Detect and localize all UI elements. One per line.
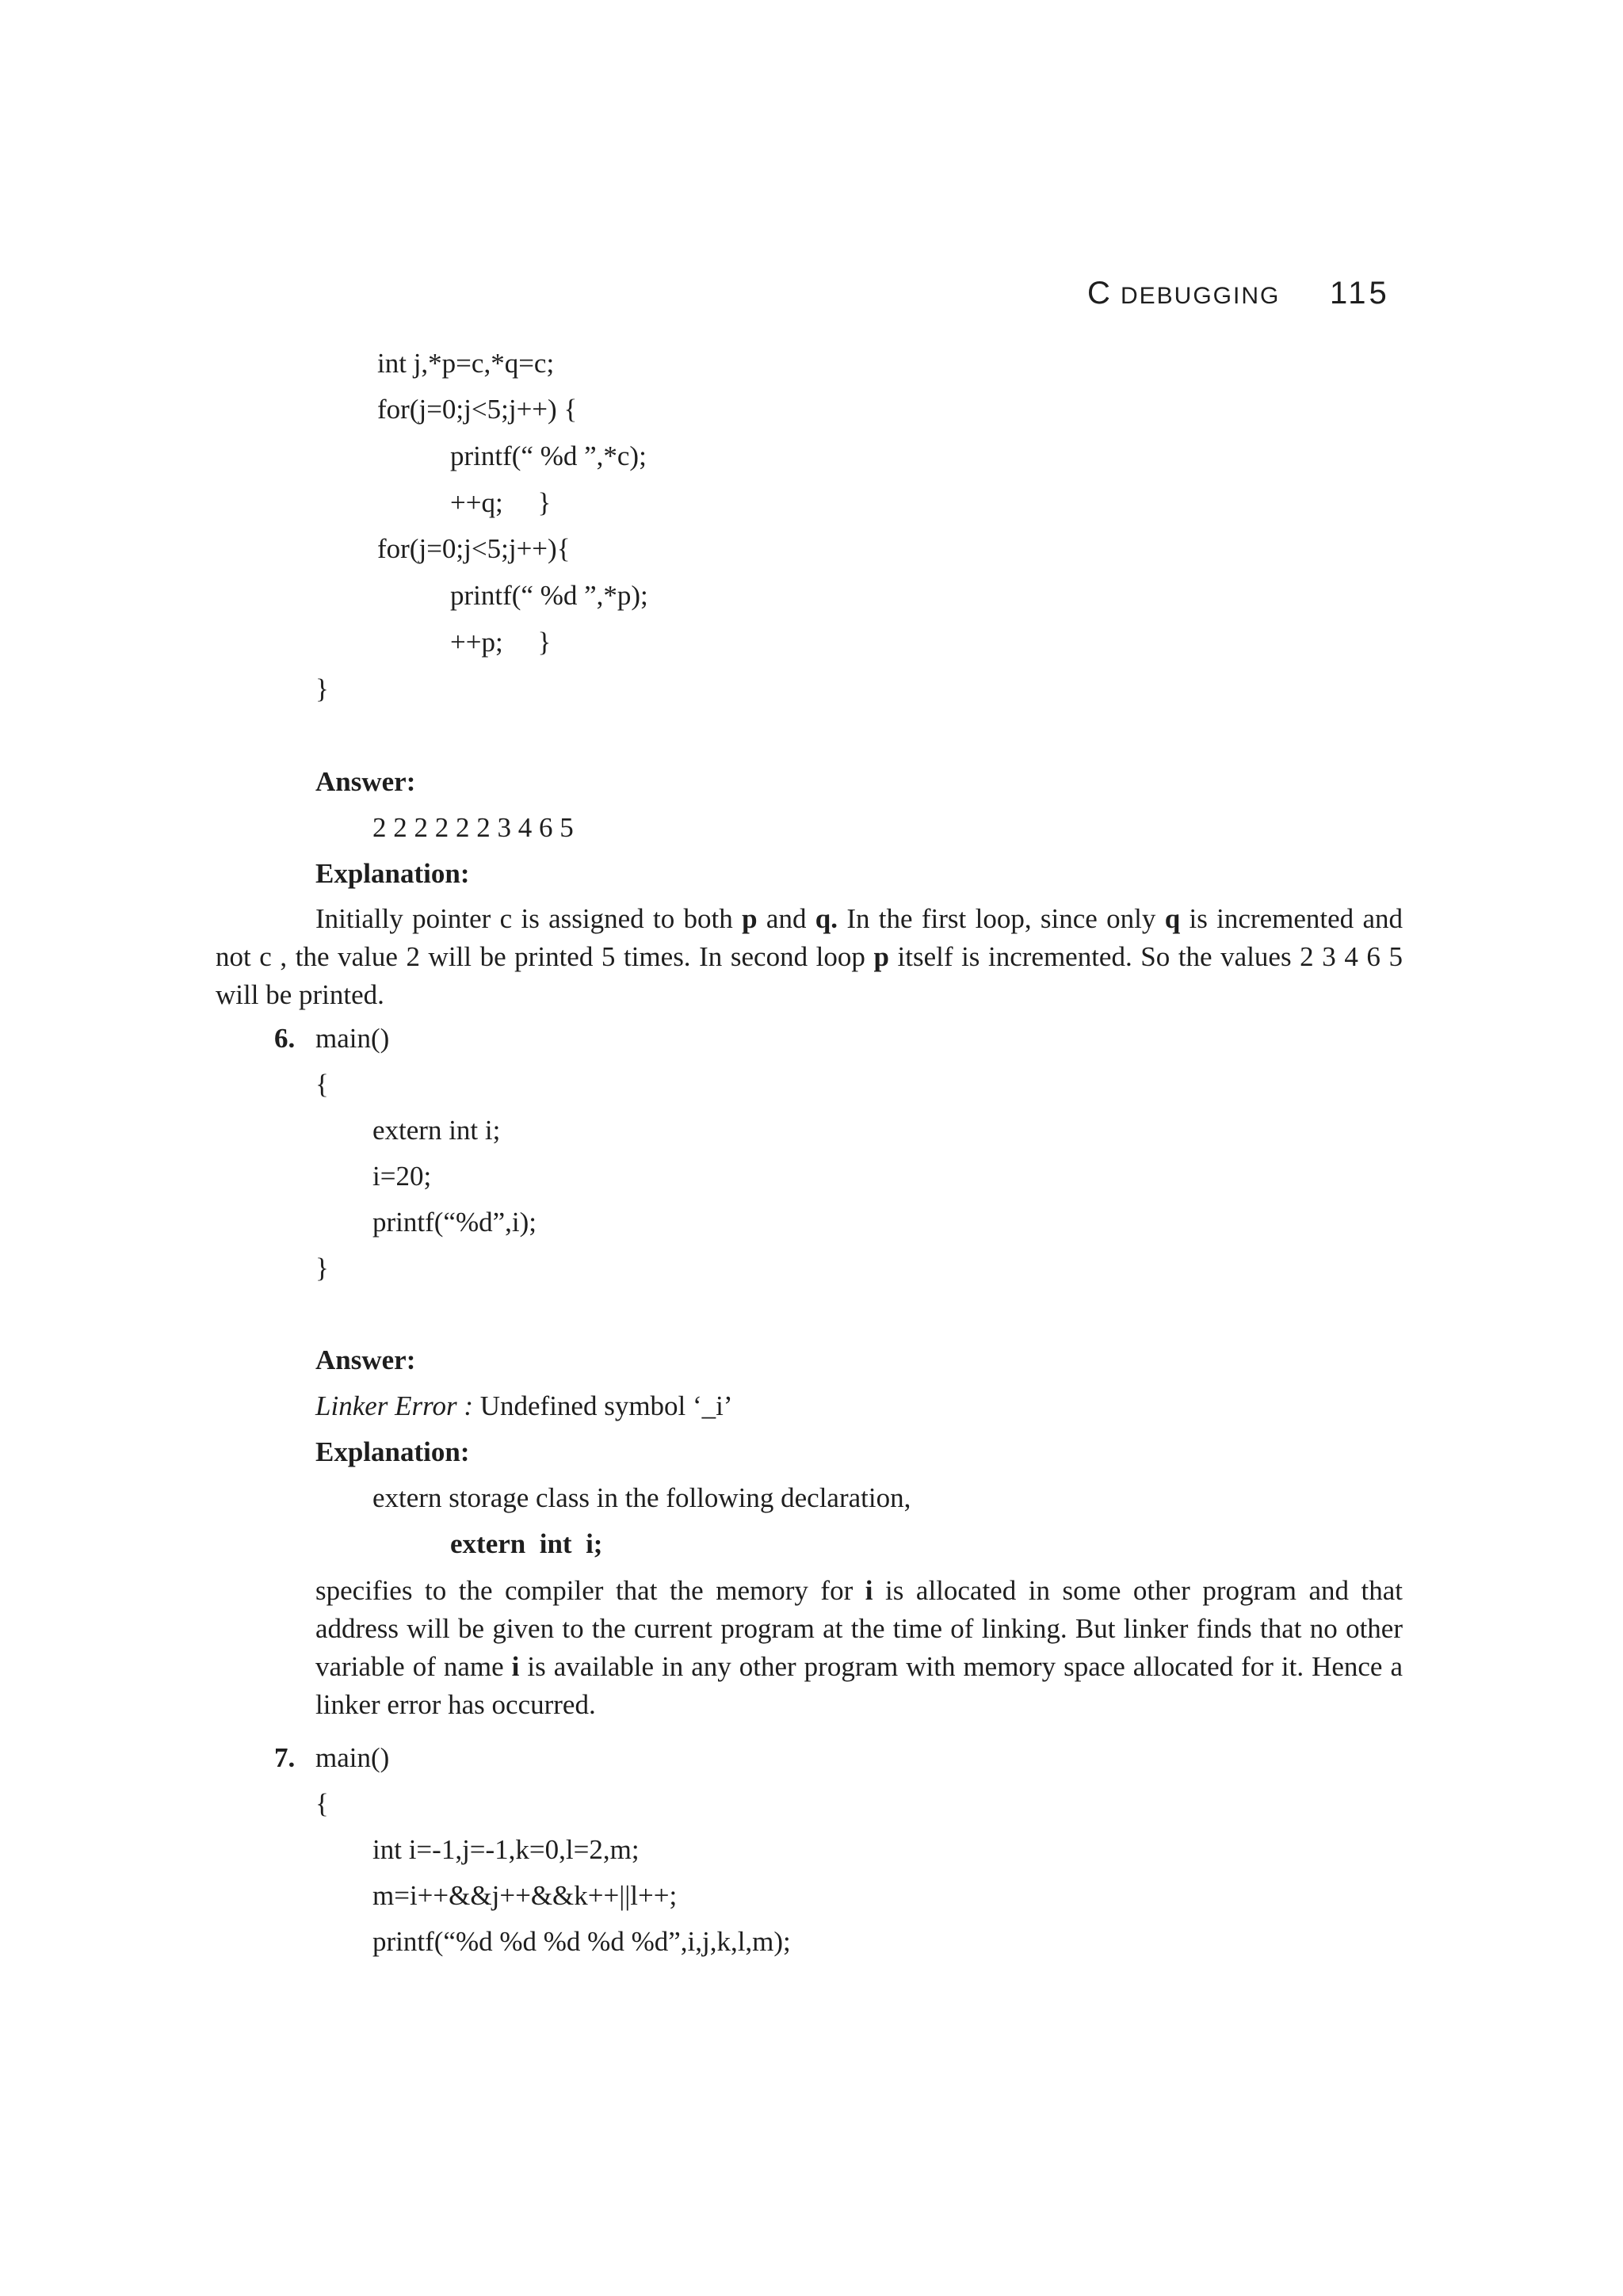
code-line: printf(“ %d ”,*c); <box>450 441 647 471</box>
code-line: ++q; } <box>450 487 552 518</box>
question-number: 6. <box>274 1023 296 1054</box>
explanation-label: Explanation: <box>315 858 470 889</box>
explanation-paragraph: specifies to the compiler that the memory for i is allocated in some other program and that address will be given to the current program at the time of linking. But linker finds that no other variable of name i is available in any other program with memory space allocated for it. Hence a linker error has occurred. <box>315 1575 1403 1720</box>
code-line: int j,*p=c,*q=c; <box>377 348 555 379</box>
code-line: main() <box>315 1742 390 1773</box>
code-line: extern int i; <box>372 1115 501 1146</box>
answer-text: 2 2 2 2 2 2 3 4 6 5 <box>372 812 574 843</box>
code-line: } <box>315 1253 329 1283</box>
code-line: int i=-1,j=-1,k=0,l=2,m; <box>372 1834 640 1865</box>
page-number: 115 <box>1330 276 1390 311</box>
explanation-paragraph: Initially pointer c is assigned to both p and q. In the first loop, since only q is incremented and not c , the value 2 will be printed 5 times. In second loop p itself is incremented. So the values 2 3 4 6 5 will be printed. <box>216 903 1403 1010</box>
answer-text: Linker Error : Undefined symbol ‘_i’ <box>315 1390 733 1421</box>
explanation-line: extern storage class in the following declaration, <box>372 1482 911 1513</box>
declaration-code: extern int i; <box>450 1528 603 1559</box>
code-line: ++p; } <box>450 627 552 658</box>
header-title-rest: DEBUGGING <box>1121 283 1281 309</box>
code-line: printf(“%d %d %d %d %d”,i,j,k,l,m); <box>372 1926 791 1957</box>
code-line: printf(“%d”,i); <box>372 1207 537 1238</box>
code-line: for(j=0;j<5;j++) { <box>377 394 578 425</box>
explanation-label: Explanation: <box>315 1436 470 1467</box>
code-line: i=20; <box>372 1161 432 1192</box>
code-line: } <box>315 673 329 704</box>
running-header-title <box>1087 276 1280 311</box>
answer-label: Answer: <box>315 766 416 797</box>
code-line: main() <box>315 1023 390 1054</box>
code-line: { <box>315 1788 329 1819</box>
code-line: { <box>315 1069 329 1100</box>
answer-label: Answer: <box>315 1344 416 1375</box>
code-line: printf(“ %d ”,*p); <box>450 580 648 611</box>
code-line: m=i++&&j++&&k++||l++; <box>372 1880 678 1911</box>
code-line: for(j=0;j<5;j++){ <box>377 533 571 564</box>
header-title-initial: C <box>1087 276 1121 311</box>
question-number: 7. <box>274 1742 296 1773</box>
